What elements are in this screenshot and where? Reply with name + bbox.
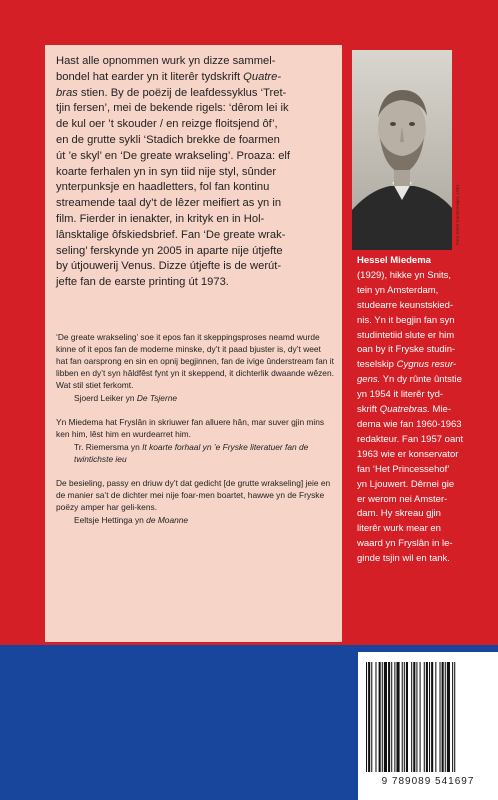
barcode bbox=[366, 662, 490, 774]
review-quote bbox=[56, 416, 334, 465]
barcode-bar bbox=[445, 662, 446, 772]
quote-text: De besieling, passy en driuw dy’t dat gedicht [de grutte wrakseling] jeie en de manier sa’t de dichter mei nije foar-men boartet, hawwe yn de Fryske poëzy amper har geli-kens. bbox=[56, 477, 331, 512]
intro-line: en de grutte sykli ‘Stadich brekke de foarmen bbox=[56, 133, 280, 146]
bio-line: dema wie fan 1960-1963 bbox=[357, 418, 462, 430]
barcode-bar bbox=[379, 662, 381, 772]
barcode-bar bbox=[440, 662, 441, 772]
barcode-bar bbox=[396, 662, 399, 772]
bio-line: tein yn Amsterdam, bbox=[357, 284, 439, 296]
intro-line: bondel hat earder yn it literêr tydskrift Quatre- bbox=[56, 70, 282, 83]
bio-line: redakteur. Fan 1957 oant bbox=[357, 433, 464, 445]
quote-text: ‘De greate wrakseling’ soe it epos fan it skeppingsproses neamd wurde kinne of it epos fan de moderne minske, dy’t it paad bjuster is, dy’t weet hat fan oarsprong en sin en opnij begjinnen, fan de ivige ûnderstream fan it libben en dy’t syn hâldfêst fynt yn it skeppend, it dichterlik dwaande wêzen. Wat stil stiet ferkomt. bbox=[56, 331, 334, 390]
barcode-bar bbox=[371, 662, 372, 772]
bio-line: ginde tsjin wil en tank. bbox=[357, 553, 450, 565]
review-quotes bbox=[56, 331, 334, 526]
barcode-bar bbox=[426, 662, 428, 772]
barcode-bar bbox=[424, 662, 425, 772]
quote-source: Eeltsje Hettinga yn de Moanne bbox=[74, 514, 189, 525]
barcode-bar bbox=[416, 662, 417, 772]
review-quote bbox=[56, 331, 334, 404]
barcode-bar bbox=[368, 662, 370, 772]
barcode-bar bbox=[435, 662, 436, 772]
review-quote bbox=[56, 477, 334, 526]
bio-line: dam. Hy skreau gjin bbox=[357, 508, 441, 520]
bio-line: waard yn Fryslân in le- bbox=[357, 538, 453, 550]
barcode-bar bbox=[420, 662, 421, 772]
intro-line: jefte fan de earste printing út 1973. bbox=[56, 276, 229, 289]
quote-source: Sjoerd Leiker yn De Tsjerne bbox=[74, 392, 178, 403]
bio-line: yn 1954 it literêr tyd- bbox=[357, 389, 444, 401]
barcode-bar bbox=[366, 662, 367, 772]
quote-text: Yn Miedema hat Fryslân in skriuwer fan alluere hân, mar suver gjin mins ken him, lêst him en wurdearret him. bbox=[56, 416, 325, 439]
barcode-bar bbox=[454, 662, 455, 772]
intro-line: út ’e skyl’ en ‘De greate wrakseling’. Proaza: elf bbox=[56, 149, 291, 162]
bio-line: oan by it Fryske studin- bbox=[357, 344, 456, 356]
author-name: Hessel Miedema bbox=[357, 255, 431, 266]
barcode-bar bbox=[384, 662, 387, 772]
bio-line: fan ‘Het Princessehof’ bbox=[357, 463, 450, 475]
bio-line: yn Ljouwert. Dêrnei gie bbox=[357, 478, 455, 490]
intro-line: streamende taal dy’t de lêzer meifiert as yn in bbox=[56, 197, 282, 210]
intro-line: ynterpunksje en haadletters, fol fan kontinu bbox=[56, 181, 270, 194]
author-photo bbox=[352, 50, 452, 250]
barcode-bar bbox=[431, 662, 433, 772]
bio-line: er werom nei Amster- bbox=[357, 493, 448, 505]
bio-line: literêr wurk mear en bbox=[357, 523, 441, 535]
author-bio bbox=[357, 254, 487, 567]
bio-line: 1963 wie er konservator bbox=[357, 448, 459, 460]
intro-line: seling’ ferskynde yn 2005 in aparte nije útjefte bbox=[56, 244, 283, 257]
barcode-bar bbox=[442, 662, 444, 772]
intro-line: bras stien. By de poëzij de leafdessyklus ‘Tret- bbox=[56, 86, 287, 99]
isbn-digits: 9 789089 541697 bbox=[381, 776, 475, 787]
barcode-bar bbox=[413, 662, 415, 772]
barcode-bar bbox=[375, 662, 376, 772]
intro-line: lânsktalige ôfskiedsbrief. Fan ‘De greate wrak- bbox=[56, 228, 286, 241]
barcode-bar bbox=[447, 662, 450, 772]
barcode-bar bbox=[406, 662, 408, 772]
intro-line: Hast alle opnommen wurk yn dizze sammel- bbox=[56, 55, 276, 67]
photo-credit: Foto Steef Karstemeijer, 1961 bbox=[455, 184, 460, 245]
barcode-bar bbox=[391, 662, 392, 772]
bio-line: skrift Quatrebras. Mie- bbox=[357, 404, 451, 416]
bio-line: teselskip Cygnus resur- bbox=[357, 359, 457, 371]
barcode-bar bbox=[394, 662, 395, 772]
barcode-bar bbox=[402, 662, 403, 772]
quote-source: Tr. Riemersma yn It koarte forhaal yn ’e Fryske literatuer fan de twintichste ieu bbox=[74, 441, 309, 464]
barcode-bar bbox=[404, 662, 405, 772]
bio-line: studintetiid slute er him bbox=[357, 329, 455, 341]
intro-paragraph bbox=[56, 54, 334, 291]
barcode-bar bbox=[429, 662, 430, 772]
intro-line: by útjouwerij Venus. Dizze útjefte is de werút- bbox=[56, 260, 282, 273]
barcode-bar bbox=[388, 662, 390, 772]
intro-line: koarte ferhalen yn in syn tiid nije styl, sûnder bbox=[56, 165, 277, 178]
bio-line: studearre keunstskied- bbox=[357, 299, 454, 311]
bio-line: (1929), hikke yn Snits, bbox=[357, 269, 451, 281]
intro-line: tjin fersen’, mei de bekende rigels: ‘dêrom lei ik bbox=[56, 102, 289, 115]
intro-line: film. Fierder in ienakter, in krityk en in Hol- bbox=[56, 212, 265, 225]
barcode-bar bbox=[411, 662, 412, 772]
barcode-bar bbox=[452, 662, 453, 772]
text-panel bbox=[45, 45, 342, 642]
barcode-area bbox=[358, 652, 498, 800]
barcode-bar bbox=[382, 662, 383, 772]
bio-line: nis. Yn it begjin fan syn bbox=[357, 314, 455, 326]
bio-line: gens. Yn dy rûnte ûntstie bbox=[357, 374, 462, 386]
intro-line: de kul oer ’t skouder / en reizge floitsjend ôf’, bbox=[56, 118, 278, 131]
